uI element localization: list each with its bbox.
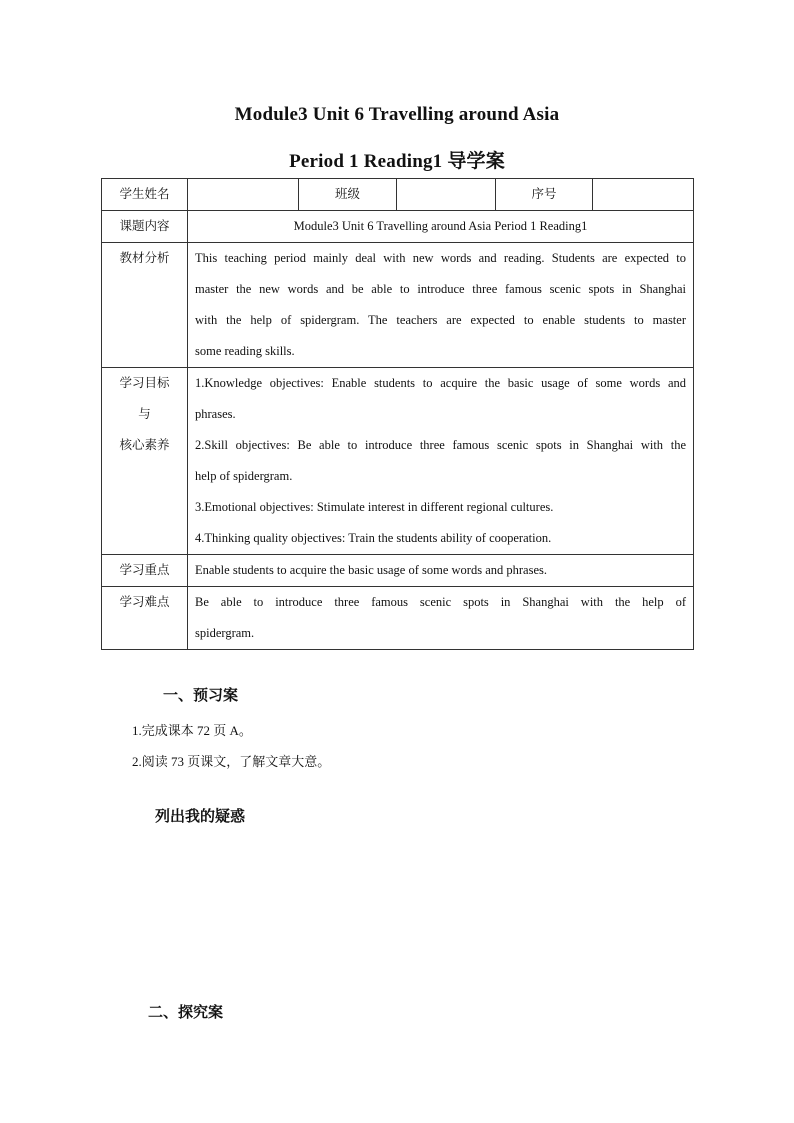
- class-field[interactable]: [397, 179, 496, 211]
- objectives-line: 3.Emotional objectives: Stimulate interest in different regional cultures.: [195, 500, 554, 514]
- difficulty-line: spidergram.: [195, 626, 255, 640]
- objectives-label: [102, 368, 188, 555]
- difficulty-text: [188, 587, 694, 650]
- difficulty-line: Be able to introduce three famous scenic spots in Shanghai with the help of: [195, 595, 686, 609]
- analysis-line: with the help of spidergram. The teachers are expected to enable students to master: [195, 313, 686, 327]
- table-row-student: [102, 179, 694, 211]
- doubts-heading: 列出我的疑惑: [155, 809, 246, 825]
- explore-heading: 二、探究案: [148, 1005, 224, 1021]
- objectives-line: help of spidergram.: [195, 469, 293, 483]
- objectives-label-line: 与: [138, 407, 151, 421]
- seat-number-label: 序号: [496, 179, 593, 211]
- preview-heading: 一、预习案: [163, 688, 239, 704]
- objectives-line: 4.Thinking quality objectives: Train the students ability of cooperation.: [195, 531, 552, 545]
- document-subtitle: Period 1 Reading1 导学案: [289, 151, 505, 172]
- analysis-line: This teaching period mainly deal with new words and reading. Students are expected to: [195, 251, 686, 265]
- table-row-objectives: [102, 368, 694, 555]
- topic-value: Module3 Unit 6 Travelling around Asia Period 1 Reading1: [188, 211, 694, 243]
- table-row-difficulty: [102, 587, 694, 650]
- class-label: 班级: [299, 179, 397, 211]
- topic-label: 课题内容: [102, 211, 188, 243]
- objectives-line: 2.Skill objectives: Be able to introduce three famous scenic spots in Shanghai with the: [195, 438, 686, 452]
- student-name-label: 学生姓名: [102, 179, 188, 211]
- analysis-line: master the new words and be able to introduce three famous scenic spots in Shanghai: [195, 282, 686, 296]
- objectives-line: phrases.: [195, 407, 236, 421]
- objectives-label-line: 核心素养: [119, 438, 170, 452]
- difficulty-label: 学习难点: [102, 587, 188, 650]
- table-row-topic: [102, 211, 694, 243]
- objectives-label-line: 学习目标: [119, 376, 170, 390]
- lesson-info-table: [101, 178, 694, 650]
- analysis-text: [188, 243, 694, 368]
- seat-number-field[interactable]: [593, 179, 694, 211]
- key-point-label: 学习重点: [102, 555, 188, 587]
- student-name-field[interactable]: [188, 179, 299, 211]
- document-title: Module3 Unit 6 Travelling around Asia: [234, 104, 560, 125]
- analysis-line: some reading skills.: [195, 344, 295, 358]
- key-point-value: Enable students to acquire the basic usage of some words and phrases.: [188, 555, 694, 587]
- analysis-label: 教材分析: [102, 243, 188, 368]
- objectives-line: 1.Knowledge objectives: Enable students to acquire the basic usage of some words and: [195, 376, 686, 390]
- table-row-key-point: [102, 555, 694, 587]
- table-row-analysis: [102, 243, 694, 368]
- objectives-text: [188, 368, 694, 555]
- preview-item-2: 2.阅读 73 页课文，了解文章大意。: [132, 754, 331, 769]
- preview-item-1: 1.完成课本 72 页 A。: [132, 723, 252, 738]
